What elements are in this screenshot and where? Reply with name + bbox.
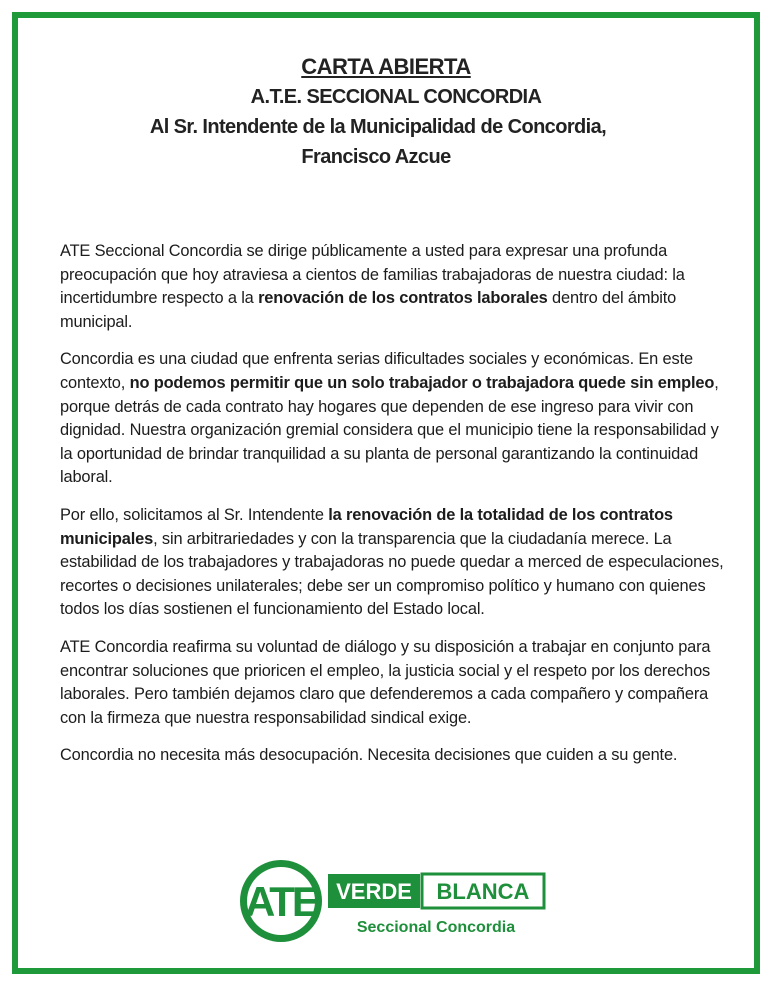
letter-body	[60, 240, 726, 782]
paragraph-text: dentro del ámbito municipal.	[60, 289, 677, 331]
ate-logo-graphic	[236, 856, 546, 946]
letter-paragraph	[60, 348, 726, 490]
paragraph-text: Por ello, solicitamos al Sr. Intendente	[60, 505, 329, 524]
letter-frame	[12, 12, 760, 974]
letter-heading	[18, 52, 754, 172]
paragraph-text: Concordia es una ciudad que enfrenta serias dificultades sociales y económicas. En este contexto,	[60, 350, 693, 392]
letter-paragraph	[60, 504, 726, 622]
paragraph-text: Concordia no necesita más desocupación. Necesita decisiones que cuiden a su gente.	[60, 746, 678, 765]
recipient-line: Al Sr. Intendente de la Municipalidad de Concordia,	[149, 116, 607, 138]
paragraph-text: , porque detrás de cada contrato hay hogares que dependen de ese ingreso para vivir con dignidad. Nuestra organización gremial considera que el municipio tiene la responsabilidad y la oportunidad de brindar tranquilidad a su planta de personal garantizando la continuidad laboral.	[60, 373, 719, 487]
emphasized-text: no podemos permitir que un solo trabajador o trabajadora quede sin empleo	[129, 373, 715, 392]
logo-mark-text: ATE	[245, 878, 317, 925]
letter-title: CARTA ABIERTA	[301, 54, 471, 79]
logo-blanca-text: BLANCA	[436, 879, 530, 904]
letter-paragraph	[60, 744, 726, 768]
letter-paragraph	[60, 636, 726, 730]
logo-verde-text: VERDE	[336, 879, 412, 904]
paragraph-text: , sin arbitrariedades y con la transparencia que la ciudadanía merece. La estabilidad de los trabajadores y trabajadoras no puede quedar a merced de especulaciones, recortes o decisiones unilaterales; debe ser un compromiso político y humano con quienes todos los días sostienen el funcionamiento del Estado local.	[60, 529, 724, 619]
paragraph-text: ATE Seccional Concordia se dirige públicamente a usted para expresar una profunda preocupación que hoy atraviesa a cientos de familias trabajadoras de nuestra ciudad: la incertidumbre respecto a la	[60, 242, 685, 308]
logo-subtitle-text: Seccional Concordia	[356, 919, 516, 936]
emphasized-text: renovación de los contratos laborales	[258, 289, 548, 308]
ate-logo	[236, 856, 546, 946]
letter-paragraph	[60, 240, 726, 334]
emphasized-text: la renovación de la totalidad de los contratos municipales	[60, 505, 673, 548]
paragraph-text: ATE Concordia reafirma su voluntad de diálogo y su disposición a trabajar en conjunto para encontrar soluciones que prioricen el empleo, la justicia social y el respeto por los derechos laborales. Pero también dejamos claro que defenderemos a cada compañero y compañera con la firmeza que nuestra responsabilidad sindical exige.	[60, 637, 711, 727]
organization-name: A.T.E. SECCIONAL CONCORDIA	[250, 86, 542, 108]
recipient-name: Francisco Azcue	[301, 146, 451, 168]
